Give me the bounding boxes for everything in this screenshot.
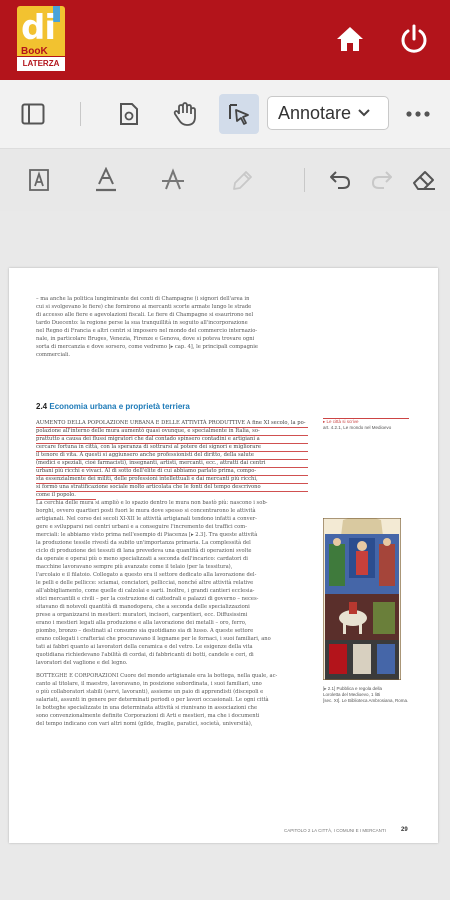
margin-note[interactable] [323,418,409,431]
section-title: Economia urbana e proprietà terriera [49,402,190,411]
text-line: artigianali. Nel corso dei secoli XI-XII le attività artigianali tendono infatti a conver- [36,516,257,522]
text-line: stici mercantili e civili – per la costruzione di cattedrali e palazzi di governo – neces- [36,596,259,602]
home-icon [336,26,364,52]
text-line: l'arcolaio e il filatoio. Collegato a questo era il settore dedicato alla lavorazione del- [36,572,257,578]
text-line: cercare fortuna in città, con la speranza di sottrarsi al potere dei signori e migliorare [36,443,308,452]
highlight-button[interactable] [24,165,54,195]
text-line: salariati, assunti in genere per determinati periodi o per lavori occasionali. Le ogni città [36,697,269,703]
annotation-toolbar [0,149,450,211]
text-line: commerciali. [36,352,71,358]
text-line: polazione all'interno delle mura aumentò quasi ovunque, e specialmente in Italia, so- [36,427,308,436]
dibook-logo [17,6,65,72]
section-number: 2.4 [36,402,48,411]
power-button[interactable] [400,24,428,54]
main-toolbar [0,80,450,149]
logo-text: di [21,8,55,48]
select-tool-button[interactable] [219,94,259,134]
text-line: gere e svilupparsi nei centri urbani e a conseguire l'incremento dei traffici com- [36,524,247,530]
more-options-button[interactable] [403,100,433,128]
figure-caption [323,686,409,704]
pan-tool-button[interactable] [169,98,201,130]
sidebar-toggle-button[interactable] [18,99,48,129]
caption-line: [sec. XI]. Le Biblioteca Ambrosiana, Roma. [323,698,409,703]
text-line: urbani più ricchi e vivaci. Al di sotto dell'élite di cui abbiamo parlato prima, compo- [36,467,308,476]
text-line: di accesso alle fiere e agevolazioni fiscali. Le fiere di Champagne si esaurirono nel [36,312,254,318]
text-line: prese a organizzarsi in mestieri: muratori, incisori, carpentieri, ecc. Diffusissimi [36,612,248,618]
text-line: nel Regno di Francia e altri centri si imposero nel mondo del commercio internazio- [36,328,258,334]
sidebar-icon [21,103,45,125]
text-line: del tempo indicano con vari altri nomi (gilde, fraglie, paratici, società, università), [36,721,253,727]
strikethrough-icon [161,168,185,192]
text-line: sta essenzialmente dei militi, delle professioni intellettuali e dai mercanti più ricchi, [36,475,308,484]
caption-line: [▸ 2.1] Pubblica e regola della [323,686,383,691]
text-line: si formò una stratificazione sociale molto articolata che le fonti del tempo descrivono [36,483,308,492]
text-line: tardo Duecento: la regione perse la sua tranquillità in seguito all'incorporazione [36,320,248,326]
margin-note-title: ▸ Le città si scrive [323,419,359,424]
text-line: o più collaboratori stabili (servi, lavoranti), assieme un paio di apprendisti (discepoli e [36,689,264,695]
power-icon [400,24,428,54]
logo-book: BooK [21,46,48,57]
pen-icon [231,168,255,192]
select-icon [227,102,251,126]
text-line: BOTTEGHE E CORPORAZIONI Cuore del mondo artigianale era la bottega, nella quale, ac- [36,673,278,679]
text-line: canto al titolare, il maestro, lavoravano, in posizione subordinata, i suoi familiari, uno [36,681,262,687]
text-line: come il popolo. [36,491,96,500]
text-line: sitavano di notevoli quantità di manodopera, che a seconda delle specializzazioni [36,604,250,610]
more-icon [406,111,430,117]
text-line: sono convenzionalmente definite Corporazioni di Arti e mestieri, ma che i documenti [36,713,260,719]
mode-dropdown-label: Annotare [278,102,352,123]
text-line: da operaie e operai più o meno specializzati a seconda dell'incarico: cardatori di [36,556,248,562]
text-line: la produzione tessile rivestì da subito un'importanza primaria. La complessità del [36,540,251,546]
chevron-down-icon [357,108,371,118]
text-line: nale, in particolare Bruges, Venezia, Firenze e Genova, dove si poteva trovare ogni [36,336,255,342]
text-line: lavoratori del vaglione e del legno. [36,660,128,666]
text-line: quotidiana richiedevano l'abilità di cordai, di fabbricanti di botti, candele e ceri, di [36,652,254,658]
text-line: borghi, ovvero quartieri posti fuori le mura dove spesso si concentrarono le attività [36,508,256,514]
text-line: piombo, bronzo – destinati al consumo sia quotidiano sia di lusso. A queste settore [36,628,254,634]
underline-button[interactable] [90,165,122,195]
text-line: macchine lavoravano sempre più avanzate come il telaio (per la tessitura), [36,564,233,570]
text-line: sorta di mercanzia e dove sorsero, come vedremo [▸ cap. 4], le principali compagnie [36,344,258,350]
caption-line: Loroletta del Medioevo, 1 litti [323,692,381,697]
page-settings-icon [119,102,139,126]
highlight-icon [28,168,50,192]
app-bar [0,0,450,80]
text-line: erano collegati i crafteriai che procuravano il legname per le fornaci, i suoi familiari, ano [36,636,271,642]
undo-button[interactable] [324,165,356,195]
mode-dropdown[interactable] [267,96,389,130]
text-line: merciali: le abbiamo visto prima nell'esempio di Piacenza [▸ 2.3]. Tra queste attività [36,532,258,538]
manuscript-illustration [323,518,401,680]
margin-note-ref: art. 4.2.1, Le mondo nel Medioevo [323,425,392,430]
text-line: (medici e speziali, cioè farmacisti), insegnanti, artisti, mercanti, ecc., attratti dai centri [36,459,308,468]
text-line: ciclo di produzione dei tessuti di lana prevedeva una quantità di operazioni svolte [36,548,252,554]
text-line: prattutto a causa dei flussi migratori che dal contado spinsero contadini e artigiani a [36,435,308,444]
text-line: le pelli e delle pellicce: sciamai, conciatori, pellicciai, nonché altre attività relative [36,580,254,586]
undo-icon [328,170,352,190]
text-line: La cerchia delle mura si ampliò e lo spazio dentro le mura non bastò più: nascono i sob- [36,500,268,506]
redo-icon [370,170,394,190]
redo-button[interactable] [366,165,398,195]
logo-publisher: LATERZA [17,57,65,71]
pen-button[interactable] [227,165,259,195]
page-footer: CAPITOLO 2 LA CITTÀ, I COMUNI E I MERCANTI [284,828,386,833]
eraser-button[interactable] [408,165,440,195]
page-number: 29 [401,827,408,833]
book-page[interactable] [9,268,438,843]
eraser-icon [411,168,437,192]
page-settings-button[interactable] [114,99,144,129]
hand-icon [172,101,198,127]
text-line: le botteghe specializzate in una determinata attività si riunivano in associazioni che [36,705,258,711]
text-line: AUMENTO DELLA POPOLAZIONE URBANA E DELLE ATTIVITÀ PRODUTTIVE A fine XI secolo, la po- [36,419,308,428]
strikethrough-button[interactable] [157,165,189,195]
text-line: cui si svolgevano le fiere) che fornirono ai mercanti scorte armate lungo le strade [36,304,252,310]
text-line: all'abbigliamento, come quelle di calzolai e sarti. Inoltre, i grandi cantieri ecclesia- [36,588,255,594]
text-line: – ma anche la politica lungimirante dei conti di Champagne (i signori dell'area in [36,296,250,302]
text-line: tati ai fabbri quanto ai lavoratori della ceramica e del vetro. Le esigenze della vita [36,644,253,650]
text-line: il tenore di vita. A questi si aggiunsero anche professionisti del diritto, della salute [36,451,308,460]
underline-icon [94,167,118,193]
section-heading [36,402,190,411]
home-button[interactable] [336,26,364,52]
text-line: erano i mestieri legati alla produzione e alla lavorazione dei metalli – oro, ferro, [36,620,247,626]
